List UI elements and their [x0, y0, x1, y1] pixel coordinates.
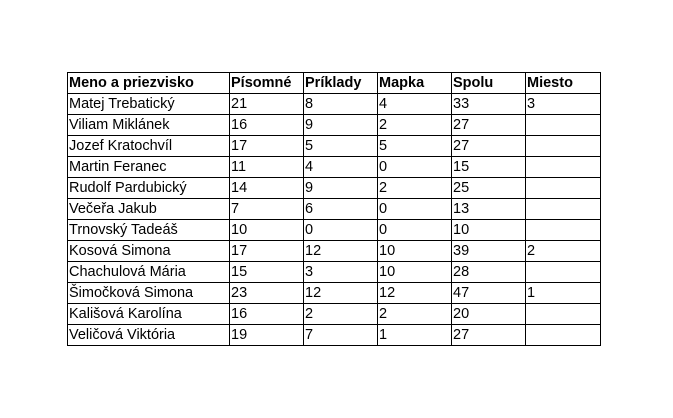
table-header-row — [68, 73, 601, 94]
cell-map: 12 — [378, 283, 452, 304]
cell-map: 4 — [378, 94, 452, 115]
cell-map: 2 — [378, 115, 452, 136]
cell-place: 1 — [526, 283, 601, 304]
cell-written: 23 — [230, 283, 304, 304]
cell-place — [526, 136, 601, 157]
cell-map: 2 — [378, 178, 452, 199]
table-row — [68, 241, 601, 262]
results-table — [67, 72, 601, 346]
cell-total: 13 — [452, 199, 526, 220]
cell-total: 27 — [452, 115, 526, 136]
cell-written: 17 — [230, 241, 304, 262]
cell-written: 16 — [230, 115, 304, 136]
header-place: Miesto — [526, 73, 601, 94]
table-row — [68, 325, 601, 346]
cell-examples: 0 — [304, 220, 378, 241]
cell-examples: 6 — [304, 199, 378, 220]
cell-written: 17 — [230, 136, 304, 157]
cell-place — [526, 178, 601, 199]
cell-total: 39 — [452, 241, 526, 262]
cell-total: 15 — [452, 157, 526, 178]
cell-name: Rudolf Pardubický — [68, 178, 230, 199]
cell-map: 0 — [378, 220, 452, 241]
header-map: Mapka — [378, 73, 452, 94]
cell-place — [526, 157, 601, 178]
cell-written: 21 — [230, 94, 304, 115]
table-row — [68, 283, 601, 304]
cell-written: 16 — [230, 304, 304, 325]
cell-place — [526, 325, 601, 346]
cell-examples: 3 — [304, 262, 378, 283]
cell-map: 1 — [378, 325, 452, 346]
table-row — [68, 94, 601, 115]
table-row — [68, 304, 601, 325]
cell-examples: 7 — [304, 325, 378, 346]
cell-place — [526, 304, 601, 325]
cell-name: Veličová Viktória — [68, 325, 230, 346]
cell-map: 0 — [378, 157, 452, 178]
cell-place: 3 — [526, 94, 601, 115]
cell-place — [526, 115, 601, 136]
cell-map: 0 — [378, 199, 452, 220]
cell-written: 15 — [230, 262, 304, 283]
cell-total: 47 — [452, 283, 526, 304]
cell-map: 5 — [378, 136, 452, 157]
cell-examples: 12 — [304, 241, 378, 262]
table-row — [68, 157, 601, 178]
cell-name: Trnovský Tadeáš — [68, 220, 230, 241]
cell-examples: 12 — [304, 283, 378, 304]
cell-name: Matej Trebatický — [68, 94, 230, 115]
cell-total: 25 — [452, 178, 526, 199]
cell-map: 10 — [378, 262, 452, 283]
cell-place — [526, 262, 601, 283]
cell-map: 10 — [378, 241, 452, 262]
cell-total: 27 — [452, 136, 526, 157]
cell-examples: 9 — [304, 115, 378, 136]
cell-written: 7 — [230, 199, 304, 220]
cell-examples: 5 — [304, 136, 378, 157]
cell-written: 14 — [230, 178, 304, 199]
cell-total: 20 — [452, 304, 526, 325]
table-row — [68, 136, 601, 157]
table-row — [68, 178, 601, 199]
cell-map: 2 — [378, 304, 452, 325]
cell-examples: 4 — [304, 157, 378, 178]
cell-name: Jozef Kratochvíl — [68, 136, 230, 157]
header-examples: Príklady — [304, 73, 378, 94]
table-row — [68, 262, 601, 283]
cell-examples: 8 — [304, 94, 378, 115]
cell-examples: 9 — [304, 178, 378, 199]
cell-name: Martin Feranec — [68, 157, 230, 178]
cell-name: Kališová Karolína — [68, 304, 230, 325]
cell-name: Kosová Simona — [68, 241, 230, 262]
cell-examples: 2 — [304, 304, 378, 325]
cell-place: 2 — [526, 241, 601, 262]
header-total: Spolu — [452, 73, 526, 94]
cell-written: 11 — [230, 157, 304, 178]
header-name: Meno a priezvisko — [68, 73, 230, 94]
cell-name: Šimočková Simona — [68, 283, 230, 304]
header-written: Písomné — [230, 73, 304, 94]
table-row — [68, 220, 601, 241]
cell-total: 10 — [452, 220, 526, 241]
cell-name: Viliam Miklánek — [68, 115, 230, 136]
cell-place — [526, 199, 601, 220]
table-row — [68, 199, 601, 220]
cell-name: Večeřa Jakub — [68, 199, 230, 220]
table-row — [68, 115, 601, 136]
cell-total: 27 — [452, 325, 526, 346]
cell-name: Chachulová Mária — [68, 262, 230, 283]
cell-total: 28 — [452, 262, 526, 283]
cell-total: 33 — [452, 94, 526, 115]
cell-written: 10 — [230, 220, 304, 241]
cell-written: 19 — [230, 325, 304, 346]
cell-place — [526, 220, 601, 241]
